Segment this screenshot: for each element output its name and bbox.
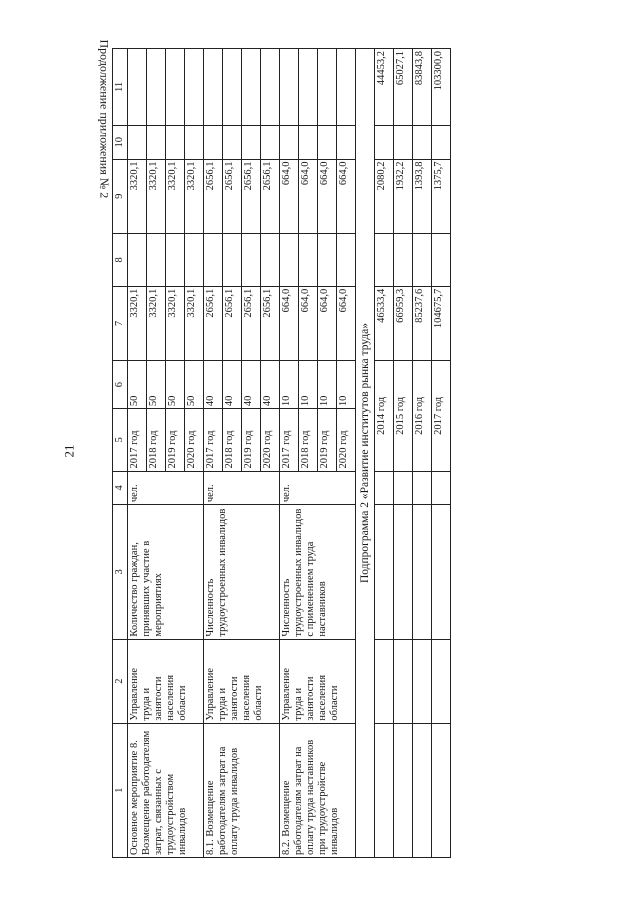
value-cell: 664,0 xyxy=(318,159,337,233)
value-cell: 1375,7 xyxy=(432,159,451,233)
empty-cell xyxy=(413,233,432,286)
empty-cell xyxy=(432,723,451,857)
year-cell: 2017 год xyxy=(280,409,299,471)
value-cell: 1932,2 xyxy=(394,159,413,233)
value-cell: 664,0 xyxy=(280,159,299,233)
empty-cell xyxy=(394,639,413,723)
empty-cell xyxy=(432,505,451,639)
value-cell: 664,0 xyxy=(280,286,299,360)
table-row xyxy=(204,49,223,858)
empty-cell xyxy=(432,125,451,159)
empty-cell xyxy=(280,49,299,126)
year-cell: 2019 год xyxy=(318,409,337,471)
empty-cell xyxy=(128,125,147,159)
executor-cell: Управление труда и занятости населения области xyxy=(128,639,204,723)
measure-cell: 8.1. Возмещение работодателям затрат на оплату труда инвалидов xyxy=(204,723,280,857)
rotated-table-container xyxy=(112,48,588,858)
indicator-cell: Численность трудоустроенных инвалидов с применением труда наставников xyxy=(280,505,356,639)
value-cell: 104675,7 xyxy=(432,286,451,360)
empty-cell xyxy=(128,49,147,126)
value-cell: 664,0 xyxy=(337,159,356,233)
empty-cell xyxy=(318,233,337,286)
year-cell: 2020 год xyxy=(337,409,356,471)
empty-cell xyxy=(242,233,261,286)
value-cell: 3320,1 xyxy=(166,159,185,233)
column-number: 5 xyxy=(113,409,128,471)
column-number: 8 xyxy=(113,233,128,286)
empty-cell xyxy=(318,49,337,126)
empty-cell xyxy=(337,125,356,159)
value-cell: 40 xyxy=(242,361,261,409)
value-cell: 3320,1 xyxy=(128,159,147,233)
empty-cell xyxy=(432,233,451,286)
value-cell: 2656,1 xyxy=(223,159,242,233)
year-cell: 2020 год xyxy=(185,409,204,471)
appendix-caption: Продолжение приложения № 2 xyxy=(97,39,112,199)
empty-cell xyxy=(375,723,394,857)
value-cell: 3320,1 xyxy=(128,286,147,360)
year-cell: 2015 год xyxy=(394,361,413,471)
empty-cell xyxy=(432,639,451,723)
year-cell: 2017 год xyxy=(432,361,451,471)
value-cell: 10 xyxy=(280,361,299,409)
page-number: 21 xyxy=(61,444,77,458)
empty-cell xyxy=(261,233,280,286)
unit-cell: чел. xyxy=(280,471,356,505)
empty-cell xyxy=(394,233,413,286)
value-cell: 40 xyxy=(204,361,223,409)
table-row xyxy=(280,49,299,858)
unit-cell: чел. xyxy=(128,471,204,505)
empty-cell xyxy=(394,505,413,639)
value-cell: 50 xyxy=(147,361,166,409)
empty-cell xyxy=(128,233,147,286)
subprogram-title: Подпрограмма 2 «Развитие институтов рынка труда» xyxy=(356,49,375,858)
value-cell: 664,0 xyxy=(299,286,318,360)
value-cell: 664,0 xyxy=(299,159,318,233)
empty-cell xyxy=(166,233,185,286)
unit-cell: чел. xyxy=(204,471,280,505)
indicator-cell: Количество граждан, принявших участие в мероприятиях xyxy=(128,505,204,639)
value-cell: 10 xyxy=(337,361,356,409)
value-cell: 10 xyxy=(299,361,318,409)
measure-cell: 8.2. Возмещение работодателям затрат на оплату труда наставников при трудоустройстве инвалидов xyxy=(280,723,356,857)
measure-cell: Основное мероприятие 8. Возмещение работодателям затрат, связанных с трудоустройством инвалидов xyxy=(128,723,204,857)
empty-cell xyxy=(432,471,451,505)
executor-cell: Управление труда и занятости населения области xyxy=(204,639,280,723)
year-cell: 2016 год xyxy=(413,361,432,471)
empty-cell xyxy=(413,723,432,857)
empty-cell xyxy=(299,49,318,126)
column-number-row xyxy=(113,49,128,858)
empty-cell xyxy=(185,125,204,159)
value-cell: 3320,1 xyxy=(166,286,185,360)
empty-cell xyxy=(242,49,261,126)
value-cell: 3320,1 xyxy=(185,286,204,360)
value-cell: 50 xyxy=(128,361,147,409)
empty-cell xyxy=(375,233,394,286)
empty-cell xyxy=(166,49,185,126)
value-cell: 664,0 xyxy=(337,286,356,360)
empty-cell xyxy=(375,505,394,639)
column-number: 9 xyxy=(113,159,128,233)
empty-cell xyxy=(299,125,318,159)
year-cell: 2018 год xyxy=(223,409,242,471)
value-cell: 85237,6 xyxy=(413,286,432,360)
empty-cell xyxy=(185,49,204,126)
empty-cell xyxy=(185,233,204,286)
empty-cell xyxy=(147,125,166,159)
value-cell: 44453,2 xyxy=(375,49,394,126)
year-cell: 2017 год xyxy=(204,409,223,471)
table-row xyxy=(128,49,147,858)
column-number: 2 xyxy=(113,639,128,723)
value-cell: 2656,1 xyxy=(261,159,280,233)
empty-cell xyxy=(337,233,356,286)
empty-cell xyxy=(204,49,223,126)
value-cell: 2656,1 xyxy=(242,286,261,360)
indicator-cell: Численность трудоустроенных инвалидов xyxy=(204,505,280,639)
year-cell: 2014 год xyxy=(375,361,394,471)
empty-cell xyxy=(337,49,356,126)
empty-cell xyxy=(147,233,166,286)
table-row xyxy=(413,49,432,858)
column-number: 1 xyxy=(113,723,128,857)
year-cell: 2018 год xyxy=(147,409,166,471)
empty-cell xyxy=(223,125,242,159)
column-number: 10 xyxy=(113,125,128,159)
year-cell: 2020 год xyxy=(261,409,280,471)
value-cell: 2080,2 xyxy=(375,159,394,233)
table-row xyxy=(432,49,451,858)
value-cell: 103300,0 xyxy=(432,49,451,126)
empty-cell xyxy=(394,471,413,505)
value-cell: 50 xyxy=(185,361,204,409)
subprogram-title-row xyxy=(356,49,375,858)
value-cell: 664,0 xyxy=(318,286,337,360)
empty-cell xyxy=(299,233,318,286)
column-number: 6 xyxy=(113,361,128,409)
empty-cell xyxy=(394,125,413,159)
empty-cell xyxy=(375,471,394,505)
empty-cell xyxy=(242,125,261,159)
empty-cell xyxy=(261,125,280,159)
year-cell: 2019 год xyxy=(166,409,185,471)
empty-cell xyxy=(318,125,337,159)
value-cell: 46533,4 xyxy=(375,286,394,360)
empty-cell xyxy=(413,125,432,159)
value-cell: 65027,1 xyxy=(394,49,413,126)
empty-cell xyxy=(204,125,223,159)
column-number: 11 xyxy=(113,49,128,126)
empty-cell xyxy=(413,639,432,723)
empty-cell xyxy=(375,639,394,723)
value-cell: 3320,1 xyxy=(185,159,204,233)
value-cell: 3320,1 xyxy=(147,159,166,233)
empty-cell xyxy=(147,49,166,126)
empty-cell xyxy=(394,723,413,857)
empty-cell xyxy=(166,125,185,159)
column-number: 4 xyxy=(113,471,128,505)
year-cell: 2018 год xyxy=(299,409,318,471)
value-cell: 40 xyxy=(261,361,280,409)
column-number: 3 xyxy=(113,505,128,639)
year-cell: 2017 год xyxy=(128,409,147,471)
value-cell: 2656,1 xyxy=(242,159,261,233)
value-cell: 10 xyxy=(318,361,337,409)
empty-cell xyxy=(223,233,242,286)
value-cell: 2656,1 xyxy=(204,286,223,360)
empty-cell xyxy=(413,505,432,639)
value-cell: 50 xyxy=(166,361,185,409)
value-cell: 83843,8 xyxy=(413,49,432,126)
empty-cell xyxy=(375,125,394,159)
empty-cell xyxy=(413,471,432,505)
value-cell: 2656,1 xyxy=(204,159,223,233)
empty-cell xyxy=(204,233,223,286)
executor-cell: Управление труда и занятости населения области xyxy=(280,639,356,723)
value-cell: 2656,1 xyxy=(261,286,280,360)
value-cell: 40 xyxy=(223,361,242,409)
column-number: 7 xyxy=(113,286,128,360)
empty-cell xyxy=(280,125,299,159)
year-cell: 2019 год xyxy=(242,409,261,471)
program-table xyxy=(112,48,451,858)
empty-cell xyxy=(280,233,299,286)
value-cell: 2656,1 xyxy=(223,286,242,360)
empty-cell xyxy=(261,49,280,126)
value-cell: 1393,8 xyxy=(413,159,432,233)
value-cell: 66959,3 xyxy=(394,286,413,360)
value-cell: 3320,1 xyxy=(147,286,166,360)
table-row xyxy=(375,49,394,858)
empty-cell xyxy=(223,49,242,126)
table-row xyxy=(394,49,413,858)
